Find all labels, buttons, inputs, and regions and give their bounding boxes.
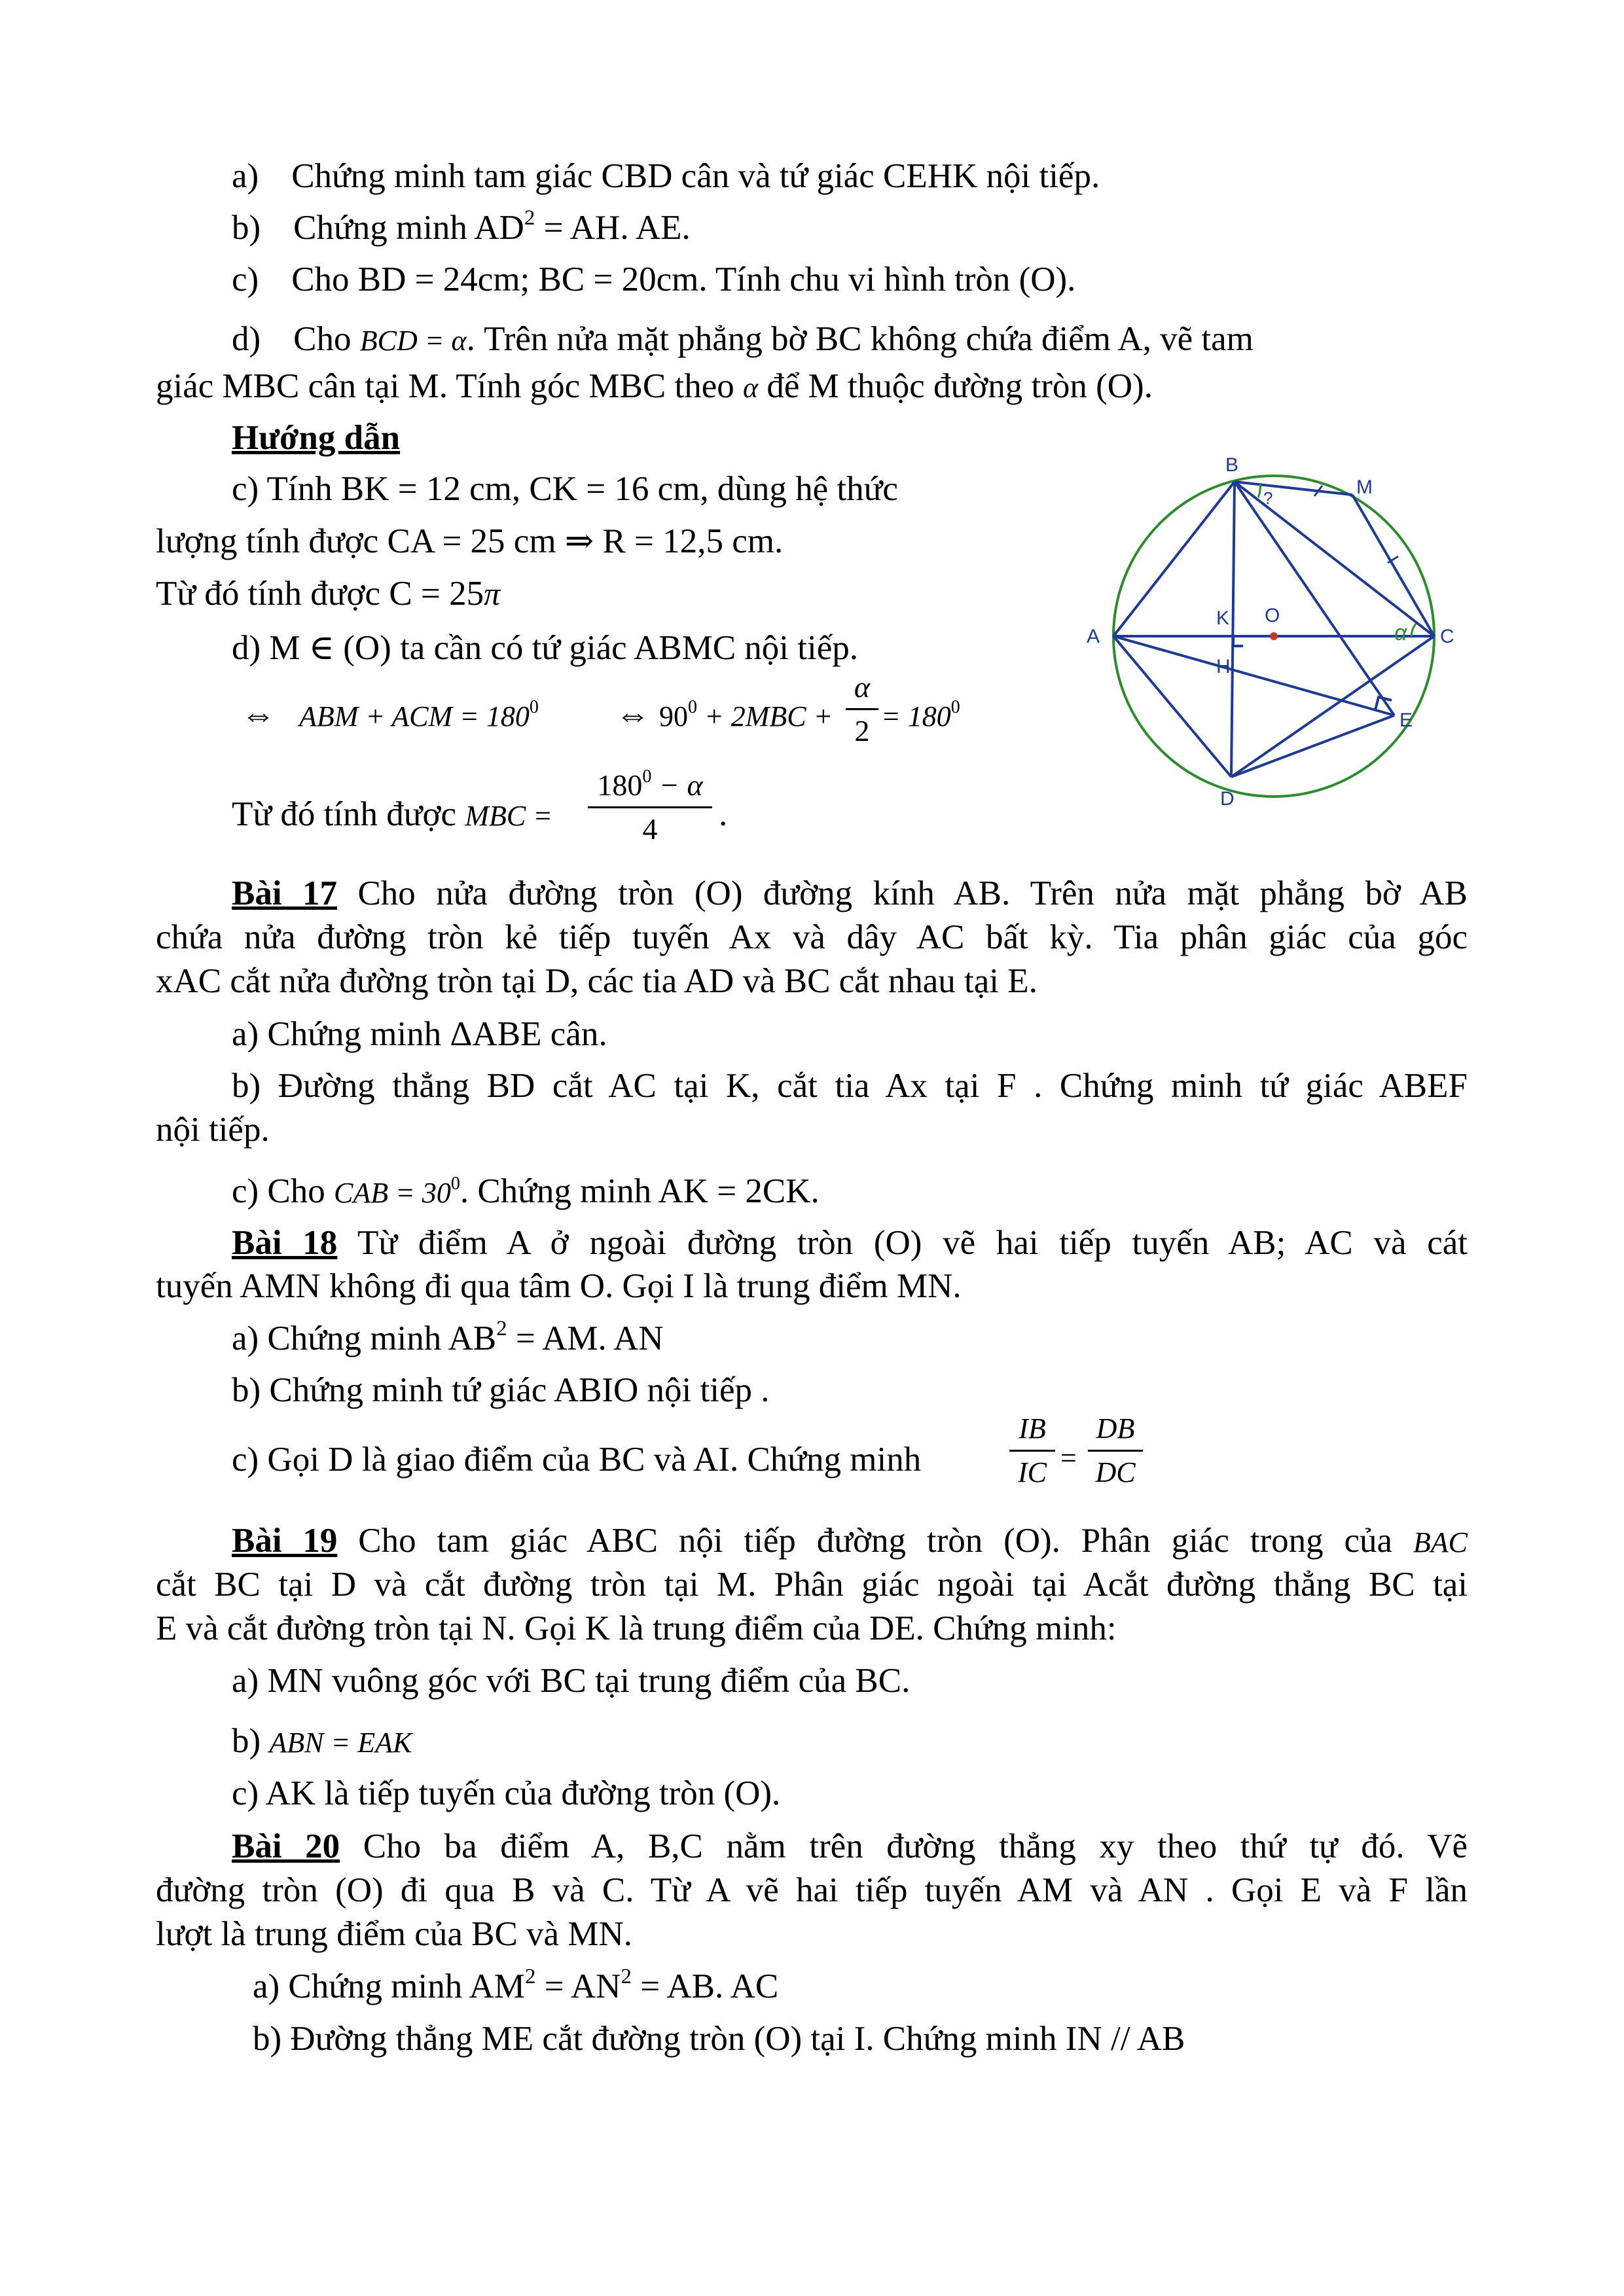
p18-part-a (232, 1318, 664, 1359)
part-text: Cho BD = 24cm; BC = 20cm. Tính chu vi hình tròn (O). (291, 260, 1076, 298)
p19-part-a: a) MN vuông góc với BC tại trung điểm của BC. (232, 1662, 911, 1700)
guide-equation-2-rhs (881, 694, 960, 738)
part-text: để M thuộc đường tròn (O). (758, 367, 1153, 405)
part-text: Cho (293, 320, 360, 358)
part-label: d) (232, 320, 261, 358)
label-question: ? (1263, 488, 1273, 508)
math-expression: MBC = (465, 800, 552, 832)
superscript: 0 (950, 697, 960, 717)
problem-text: c) Cho (232, 1172, 334, 1210)
part-text: Chứng minh tam giác CBD cân và tứ giác CEHK nội tiếp. (291, 157, 1100, 195)
ib-over-ic-fraction (1009, 1410, 1055, 1491)
geometry-figure (1087, 452, 1466, 818)
p19-line3: E và cắt đường tròn tại N. Gọi K là trung điểm của DE. Chứng minh: (156, 1609, 1117, 1647)
superscript: 0 (642, 766, 652, 787)
problem-text: a) Chứng minh AB (232, 1319, 497, 1357)
p18-part-b: b) Chứng minh tứ giác ABIO nội tiếp . (232, 1371, 770, 1409)
superscript: 2 (496, 1317, 507, 1340)
guide-d-line1: d) M ∈ (O) ta cần có tứ giác ABMC nội tiếp. (232, 629, 859, 667)
superscript: 0 (450, 1174, 460, 1194)
fraction-denominator: IC (1018, 1456, 1047, 1488)
part-text: giác MBC cân tại M. Tính góc MBC theo (156, 367, 743, 405)
fraction-bar (846, 708, 878, 710)
p16-part-d (232, 318, 1254, 362)
label-e: E (1399, 709, 1413, 731)
math-expression: + 2MBC + (697, 700, 833, 732)
p16-part-c (232, 259, 1075, 300)
part-text: Chứng minh AD (293, 209, 524, 247)
superscript: 2 (621, 1965, 632, 1988)
p19-line1 (232, 1520, 1468, 1564)
guide-c-line1: c) Tính BK = 12 cm, CK = 16 cm, dùng hệ thức (232, 470, 898, 508)
p20-line2: đường tròn (O) đi qua B và C. Từ A vẽ hai tiếp tuyến AM và AN . Gọi E và F lần (156, 1871, 1468, 1909)
p16-part-b (232, 207, 691, 249)
problem-text: = AM. AN (507, 1319, 664, 1357)
problem-text: Cho ba điểm A, B,C nằm trên đường thẳng xy theo thứ tự đó. Vẽ (340, 1827, 1468, 1865)
p17-line2: chứa nửa đường tròn kẻ tiếp tuyến Ax và dây AC bất kỳ. Tia phân giác của góc (156, 918, 1468, 956)
p17-line1 (232, 872, 1468, 914)
part-label: b) (232, 1722, 270, 1760)
problem-text: Cho nửa đường tròn (O) đường kính AB. Trên nửa mặt phẳng bờ AB (337, 874, 1468, 912)
p18-line1 (232, 1222, 1468, 1264)
problem-title: Bài 17 (232, 874, 338, 912)
math-expression: 90 (659, 700, 688, 732)
label-h: H (1216, 656, 1231, 677)
math-expression: ABN = EAK (269, 1727, 412, 1759)
label-k: K (1216, 607, 1230, 629)
part-label: b) (232, 209, 261, 247)
fraction-denominator: 2 (854, 714, 870, 747)
result-period: . (719, 795, 728, 833)
iff-arrow: ⇔ (241, 696, 276, 734)
p17-line3: xAC cắt nửa đường tròn tại D, các tia AD và BC cắt nhau tại E. (156, 962, 1038, 1000)
line-ae (1113, 636, 1394, 715)
db-over-dc-fraction (1088, 1410, 1143, 1491)
fraction-bar (1088, 1450, 1143, 1452)
problem-text: . Chứng minh AK = 2CK. (460, 1172, 820, 1210)
p17-part-a: a) Chứng minh ΔABE cân. (232, 1015, 607, 1053)
problem-text: a) Chứng minh AM (253, 1967, 525, 2005)
guide-result (232, 793, 552, 837)
math-expression: = 180 (881, 700, 951, 732)
p20-line1 (232, 1825, 1468, 1867)
line-be (1235, 482, 1394, 715)
guide-equation-1 (241, 694, 539, 738)
p20-line3: lượt là trung điểm của BC và MN. (156, 1915, 632, 1953)
part-text: = AH. AE. (535, 209, 691, 247)
p16-part-a (232, 155, 1100, 197)
superscript: 0 (688, 697, 697, 717)
fraction-numerator: IB (1019, 1412, 1046, 1444)
fraction-bar (588, 806, 712, 808)
equals-sign: = (1060, 1442, 1077, 1474)
p17-part-b-line1: b) Đường thẳng BD cắt AC tại K, cắt tia Ax tại F . Chứng minh tứ giác ABEF (232, 1067, 1468, 1105)
problem-text: Cho tam giác ABC nội tiếp đường tròn (O). Phân giác trong của (337, 1522, 1413, 1560)
iff-arrow: ⇔ (615, 696, 650, 734)
guide-equation-2 (615, 694, 833, 738)
label-c: C (1440, 626, 1454, 647)
problem-title: Bài 20 (232, 1827, 340, 1865)
math-expression: BCD = α (359, 325, 467, 357)
guide-c-line2: lượng tính được CA = 25 cm ⇒ R = 12,5 cm. (156, 522, 784, 560)
problem-text: = AN (535, 1967, 621, 2005)
superscript: 2 (524, 206, 535, 230)
numerator-number: 180 (597, 768, 643, 802)
label-d: D (1220, 788, 1235, 810)
right-angle-k (1233, 636, 1243, 646)
p20-part-a (253, 1965, 778, 2007)
fraction-numerator: α (854, 670, 871, 704)
p17-part-c (232, 1170, 820, 1214)
p18-line2: tuyến AMN không đi qua tâm O. Gọi I là trung điểm MN. (156, 1267, 962, 1305)
line-bd (1231, 482, 1235, 777)
part-label: c) (232, 260, 259, 298)
problem-text: = AB. AC (631, 1967, 779, 2005)
p19-part-c: c) AK là tiếp tuyến của đường tròn (O). (232, 1774, 781, 1812)
angle-arc-c (1411, 624, 1416, 636)
alpha-symbol: α (743, 372, 759, 404)
fraction-numerator: DB (1096, 1412, 1135, 1444)
problem-title: Bài 18 (232, 1224, 338, 1262)
math-expression: CAB = 30 (334, 1177, 451, 1209)
line-de (1231, 715, 1394, 777)
label-a: A (1087, 626, 1100, 647)
center-o-point (1270, 632, 1278, 640)
p20-part-b: b) Đường thẳng ME cắt đường tròn (O) tại I. Chứng minh IN // AB (253, 2020, 1185, 2058)
superscript: 2 (524, 1965, 536, 1988)
p17-part-b-line2: nội tiếp. (156, 1111, 270, 1149)
guide-text: Từ đó tính được C = 25 (156, 575, 484, 613)
superscript: 0 (529, 697, 539, 717)
label-alpha: α (1394, 620, 1407, 645)
line-dc (1231, 636, 1434, 777)
math-expression: ABM + ACM = 180 (299, 700, 530, 732)
fraction-denominator: DC (1095, 1456, 1136, 1488)
p19-line2: cắt BC tại D và cắt đường tròn tại M. Phân giác ngoài tại Acắt đường thẳng BC tại (156, 1566, 1468, 1604)
result-fraction (588, 767, 712, 848)
fraction-numerator (588, 767, 712, 804)
p19-part-b (232, 1720, 412, 1764)
part-label: a) (232, 157, 259, 195)
label-o: O (1265, 605, 1280, 626)
guide-text: Từ đó tính được (232, 795, 465, 833)
line-mc (1352, 495, 1434, 636)
guide-heading: Hướng dẫn (232, 419, 401, 457)
numerator-rest: − α (651, 768, 703, 802)
fraction-bar (1009, 1450, 1055, 1452)
label-b: B (1225, 454, 1239, 476)
p16-part-d-line2 (156, 365, 1153, 409)
label-m: M (1356, 476, 1373, 498)
alpha-over-2-fraction (846, 669, 878, 749)
math-expression: BAC (1413, 1526, 1468, 1558)
p18-part-c: c) Gọi D là giao điểm của BC và AI. Chứng minh (232, 1441, 922, 1479)
figure-lines (1113, 482, 1434, 777)
problem-text: Từ điểm A ở ngoài đường tròn (O) vẽ hai tiếp tuyến AB; AC và cát (337, 1224, 1468, 1262)
part-text: . Trên nửa mặt phẳng bờ BC không chứa điểm A, vẽ tam (466, 320, 1254, 358)
pi-symbol: π (484, 575, 501, 612)
fraction-denominator: 4 (642, 812, 658, 846)
problem-title: Bài 19 (232, 1522, 338, 1560)
guide-c-line3 (156, 573, 500, 615)
